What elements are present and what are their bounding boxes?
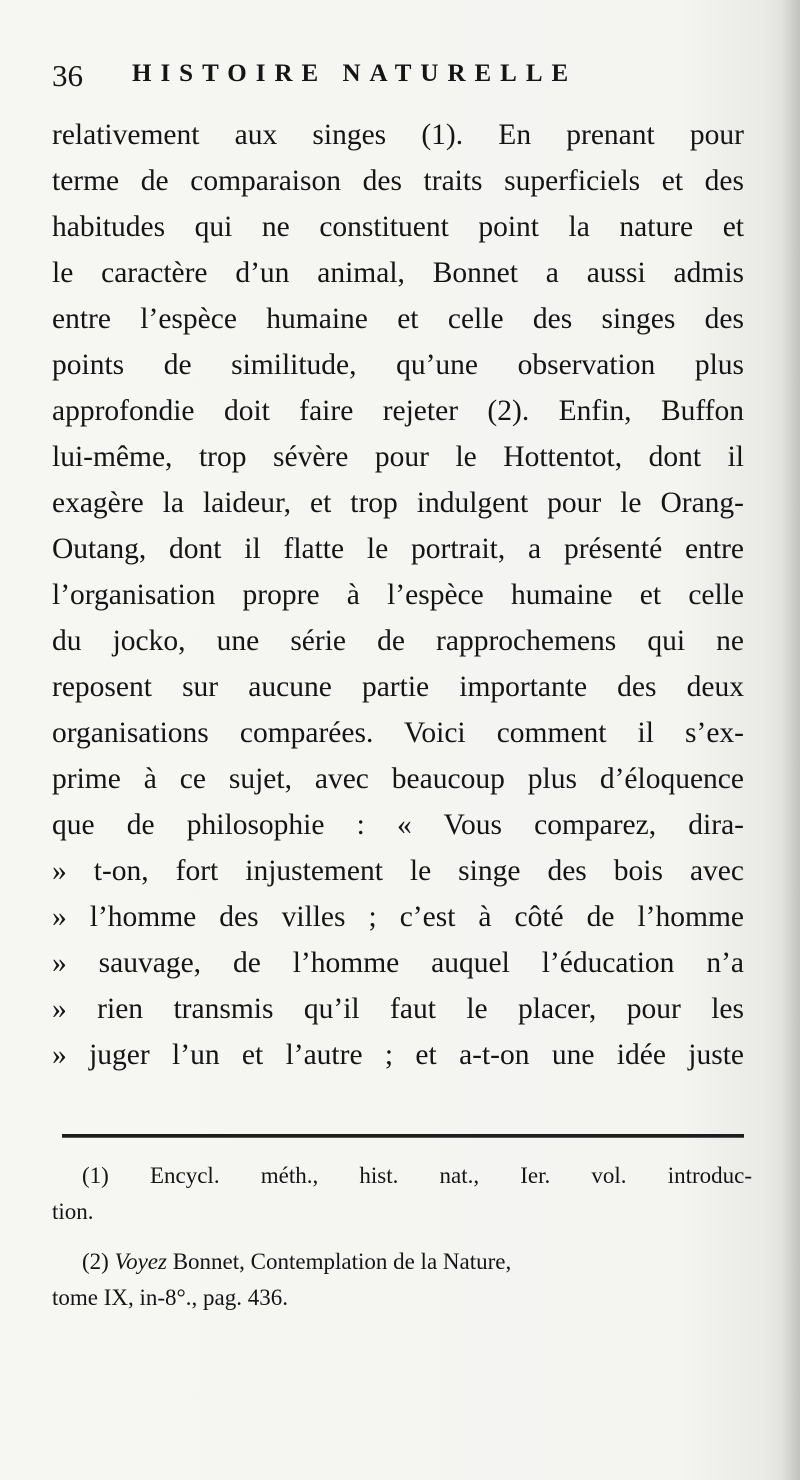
text-line: habitudes qui ne constituent point la nature et	[52, 211, 744, 243]
footnotes	[52, 1158, 752, 1330]
text-line: » t-on, fort injustement le singe des bois avec	[52, 855, 744, 887]
footnote-1	[52, 1158, 752, 1230]
text-line: exagère la laideur, et trop indulgent pour le Orang-	[52, 487, 744, 519]
footnote-italic: Voyez	[114, 1249, 167, 1274]
body-text	[52, 112, 744, 1078]
text-line: reposent sur aucune partie importante des deux	[52, 671, 744, 703]
text-line: organisations comparées. Voici comment il s’ex-	[52, 717, 744, 749]
text-line: entre l’espèce humaine et celle des singes des	[52, 303, 744, 335]
text-line: lui-même, trop sévère pour le Hottentot, dont il	[52, 441, 744, 473]
text-line: points de similitude, qu’une observation plus	[52, 349, 744, 381]
text-line: relativement aux singes (1). En prenant pour	[52, 119, 744, 151]
running-title: HISTOIRE NATURELLE	[132, 60, 578, 87]
text-line: » sauvage, de l’homme auquel l’éducation n’a	[52, 947, 744, 979]
footnote-line: tome IX, in-8°., pag. 436.	[52, 1285, 288, 1310]
running-head	[52, 58, 752, 98]
text-line: du jocko, une série de rapprochemens qui ne	[52, 625, 744, 657]
text-line: » juger l’un et l’autre ; et a-t-on une idée juste	[52, 1039, 744, 1071]
text-line: approfondie doit faire rejeter (2). Enfin, Buffon	[52, 395, 744, 427]
footnote-line	[52, 1244, 752, 1280]
text-line: le caractère d’un animal, Bonnet a aussi admis	[52, 257, 744, 289]
footnote-rule	[62, 1134, 744, 1138]
footnote-line: tion.	[52, 1199, 94, 1224]
text-line: que de philosophie : « Vous comparez, dira-	[52, 809, 744, 841]
footnote-2	[52, 1244, 752, 1316]
text-line: l’organisation propre à l’espèce humaine et celle	[52, 579, 744, 611]
text-line: » rien transmis qu’il faut le placer, pour les	[52, 993, 744, 1025]
footnote-text: Bonnet, Contemplation de la Nature,	[172, 1249, 512, 1274]
text-line: prime à ce sujet, avec beaucoup plus d’éloquence	[52, 763, 744, 795]
page-gutter-shadow	[782, 0, 800, 1480]
text-line: Outang, dont il flatte le portrait, a présenté entre	[52, 533, 744, 565]
footnote-marker: (2)	[82, 1249, 109, 1274]
text-line: » l’homme des villes ; c’est à côté de l’homme	[52, 901, 744, 933]
footnote-line: (1) Encycl. méth., hist. nat., Ier. vol. introduc-	[82, 1163, 752, 1188]
page-number: 36	[52, 58, 83, 93]
text-line: terme de comparaison des traits superficiels et des	[52, 165, 744, 197]
